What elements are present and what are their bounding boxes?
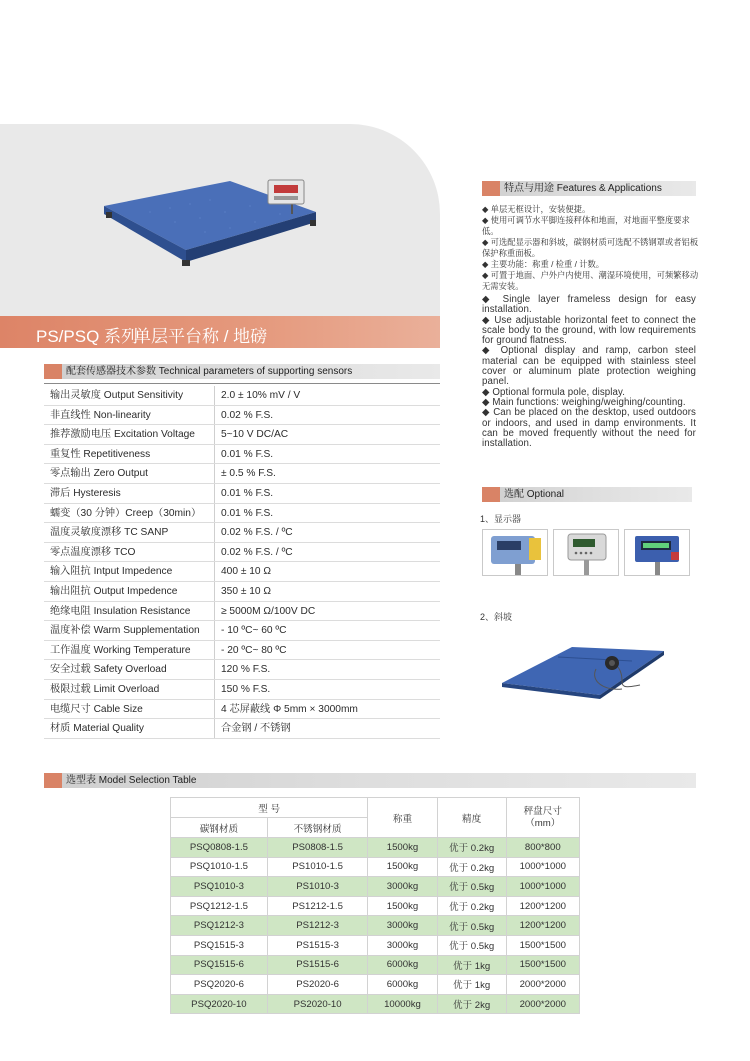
features-section-title: 特点与用途 Features & Applications <box>504 183 662 194</box>
table-row <box>44 719 440 739</box>
table-row <box>171 896 580 916</box>
cell: PS1515-6 <box>267 955 368 975</box>
cell: 优于 2kg <box>437 994 506 1014</box>
param-key: 输出灵敏度 Output Sensitivity <box>50 390 184 401</box>
table-row <box>44 543 440 563</box>
cell: PSQ1212-1.5 <box>171 896 268 916</box>
param-key: 安全过载 Safety Overload <box>50 664 167 676</box>
table-row <box>44 660 440 680</box>
param-value: 0.02 % F.S. / ºC <box>221 527 293 539</box>
param-key: 非直线性 Non-linearity <box>50 409 151 421</box>
cell: 优于 0.2kg <box>437 838 506 858</box>
cell: 2000*2000 <box>506 975 579 995</box>
table-row <box>171 838 580 858</box>
table-row <box>44 386 440 406</box>
param-value: ≥ 5000M Ω/100V DC <box>221 605 316 617</box>
list-item: ◆ 可选配显示器和斜坡，碳钢材质可选配不锈钢罩或者铝板保护称重面板。 <box>482 237 699 258</box>
table-row <box>44 621 440 641</box>
table-row <box>44 523 440 543</box>
section-marker <box>482 181 500 196</box>
cell: 1200*1200 <box>506 896 579 916</box>
table-row <box>44 406 440 426</box>
table-row <box>171 877 580 897</box>
table-header-row <box>171 798 580 818</box>
features-section-header <box>482 181 696 196</box>
cell: PS0808-1.5 <box>267 838 368 858</box>
cell: PS1212-1.5 <box>267 896 368 916</box>
param-value: 0.01 % F.S. <box>221 448 274 460</box>
list-item: ◆ Optional display and ramp, carbon steel material can be equipped with stainless steel cover or aluminum plate protection weighing panel. <box>482 345 696 388</box>
param-value: 合金钢 / 不锈钢 <box>221 723 291 735</box>
model-section-header <box>44 773 696 788</box>
param-key: 零点输出 Zero Output <box>50 468 148 480</box>
table-row <box>171 975 580 995</box>
table-row <box>44 680 440 700</box>
stainless-header: 不锈钢材质 <box>267 818 368 838</box>
cell: PS2020-10 <box>267 994 368 1014</box>
cell: 2000*2000 <box>506 994 579 1014</box>
param-key: 工作温度 Working Temperature <box>50 644 191 656</box>
param-key: 蠕变（30 分钟）Creep（30min） <box>50 507 202 519</box>
table-row <box>44 484 440 504</box>
platform-scale-image <box>0 0 440 320</box>
cell: PS1010-3 <box>267 877 368 897</box>
param-key: 输出阻抗 Output Impedence <box>50 585 178 597</box>
model-table <box>170 797 580 1014</box>
list-item: ◆ Main functions: weighing/weighing/counting. <box>482 396 686 408</box>
param-value: 120 % F.S. <box>221 664 271 676</box>
table-row <box>171 935 580 955</box>
cell: 优于 1kg <box>437 955 506 975</box>
params-table <box>44 386 440 739</box>
param-key: 极限过载 Limit Overload <box>50 683 160 695</box>
table-row <box>171 955 580 975</box>
table-row <box>44 425 440 445</box>
cell: PSQ1212-3 <box>171 916 268 936</box>
cell: 800*800 <box>506 838 579 858</box>
product-title: 单层平台称 / 地磅 <box>134 327 268 346</box>
table-row <box>44 700 440 720</box>
param-key: 零点温度漂移 TCO <box>50 546 136 558</box>
param-value: 0.02 % F.S. / ºC <box>221 546 293 558</box>
cell: PSQ1515-6 <box>171 955 268 975</box>
table-row <box>171 857 580 877</box>
cell: 优于 0.2kg <box>437 896 506 916</box>
cell: PSQ0808-1.5 <box>171 838 268 858</box>
table-row <box>44 641 440 661</box>
table-row <box>44 464 440 484</box>
param-key: 温度灵敏度漂移 TC SANP <box>50 527 169 539</box>
cell: PS2020-6 <box>267 975 368 995</box>
cell: 1200*1200 <box>506 916 579 936</box>
param-value: 4 芯屏蔽线 Φ 5mm × 3000mm <box>221 703 358 715</box>
cell: PSQ2020-10 <box>171 994 268 1014</box>
param-value: 400 ± 10 Ω <box>221 566 272 578</box>
cell: PS1010-1.5 <box>267 857 368 877</box>
model-section-title: 选型表 Model Selection Table <box>66 775 197 786</box>
list-item: ◆ Single layer frameless design for easy installation. <box>482 294 696 316</box>
param-key: 滞后 Hysteresis <box>50 487 121 499</box>
list-item: ◆ 使用可调节水平脚连接秤体和地面，对地面平整度要求低。 <box>482 215 690 236</box>
cell: 1000*1000 <box>506 877 579 897</box>
cell: PSQ1010-3 <box>171 877 268 897</box>
list-item: ◆ Optional formula pole, display. <box>482 386 626 398</box>
table-row <box>44 445 440 465</box>
param-value: 5~10 V DC/AC <box>221 429 289 441</box>
param-value: ± 0.5 % F.S. <box>221 468 276 480</box>
param-value: 350 ± 10 Ω <box>221 585 272 597</box>
display-image-2 <box>553 529 619 576</box>
series-title: PS/PSQ 系列 <box>36 327 139 346</box>
table-row <box>171 916 580 936</box>
cell: PSQ2020-6 <box>171 975 268 995</box>
ramp-image <box>500 625 670 707</box>
cell: 优于 0.5kg <box>437 935 506 955</box>
cell: 10000kg <box>368 994 437 1014</box>
param-value: 0.01 % F.S. <box>221 487 274 499</box>
param-value: 2.0 ± 10% mV / V <box>221 390 301 401</box>
param-key: 绝缘电阻 Insulation Resistance <box>50 605 191 617</box>
list-item: ◆ 主要功能：称重 / 检重 / 计数。 <box>482 259 605 269</box>
param-key: 输入阻抗 Intput Impedence <box>50 566 173 578</box>
size-header: 秤盘尺寸 （mm） <box>506 798 579 838</box>
model-header: 型 号 <box>171 798 368 818</box>
cell: 优于 1kg <box>437 975 506 995</box>
section-marker <box>482 487 500 502</box>
cell: 1500*1500 <box>506 935 579 955</box>
param-key: 重复性 Repetitiveness <box>50 448 151 460</box>
cell: 3000kg <box>368 877 437 897</box>
table-row <box>171 994 580 1014</box>
cell: 3000kg <box>368 916 437 936</box>
list-item: ◆ 单层无框设计，安装便捷。 <box>482 204 591 214</box>
param-value: - 10 ºC~ 60 ºC <box>221 625 287 637</box>
param-key: 温度补偿 Warm Supplementation <box>50 625 200 637</box>
list-item: ◆ Use adjustable horizontal feet to connect the scale body to the ground, with low requirements for ground flatness. <box>482 314 696 347</box>
cell: PSQ1010-1.5 <box>171 857 268 877</box>
param-key: 电缆尺寸 Cable Size <box>50 703 143 715</box>
optional-item-display: 1、显示器 <box>480 514 522 524</box>
param-value: 0.01 % F.S. <box>221 507 274 519</box>
list-item: ◆ 可置于地面、户外户内使用、潮湿环境使用，可频繁移动无需安装。 <box>482 270 699 291</box>
table-row <box>44 504 440 524</box>
cell: 1500kg <box>368 838 437 858</box>
param-value: 0.02 % F.S. <box>221 409 274 421</box>
product-title-bar <box>0 316 440 348</box>
optional-item-ramp: 2、斜坡 <box>480 612 513 622</box>
table-row <box>44 602 440 622</box>
capacity-header: 称重 <box>368 798 437 838</box>
cell: 6000kg <box>368 955 437 975</box>
cell: 优于 0.2kg <box>437 857 506 877</box>
params-top-rule <box>44 383 440 384</box>
list-item: ◆ Can be placed on the desktop, used outdoors or indoors, and used in damp environments. It can be moved frequently without the need for installation. <box>482 407 696 450</box>
cell: PSQ1515-3 <box>171 935 268 955</box>
cell: PS1212-3 <box>267 916 368 936</box>
display-image-3 <box>624 529 690 576</box>
table-row <box>44 562 440 582</box>
section-marker <box>44 773 62 788</box>
params-section-title: 配套传感器技术参数 Technical parameters of supporting sensors <box>66 366 353 377</box>
param-key: 材质 Material Quality <box>50 723 144 735</box>
cell: 1500kg <box>368 857 437 877</box>
cell: 1500kg <box>368 896 437 916</box>
param-value: - 20 ºC~ 80 ºC <box>221 644 287 656</box>
cell: 3000kg <box>368 935 437 955</box>
accuracy-header: 精度 <box>437 798 506 838</box>
features-en-list <box>482 295 696 449</box>
cell: 优于 0.5kg <box>437 877 506 897</box>
cell: 1500*1500 <box>506 955 579 975</box>
table-row <box>44 582 440 602</box>
param-key: 推荐激励电压 Excitation Voltage <box>50 429 195 441</box>
cell: PS1515-3 <box>267 935 368 955</box>
section-marker <box>44 364 62 379</box>
cell: 6000kg <box>368 975 437 995</box>
carbon-header: 碳钢材质 <box>171 818 268 838</box>
features-cn-list <box>482 204 700 292</box>
param-value: 150 % F.S. <box>221 683 271 695</box>
cell: 优于 0.5kg <box>437 916 506 936</box>
cell: 1000*1000 <box>506 857 579 877</box>
display-image-1 <box>482 529 548 576</box>
params-section-header <box>44 364 440 379</box>
optional-section-header <box>482 487 692 502</box>
optional-section-title: 选配 Optional <box>504 489 565 500</box>
